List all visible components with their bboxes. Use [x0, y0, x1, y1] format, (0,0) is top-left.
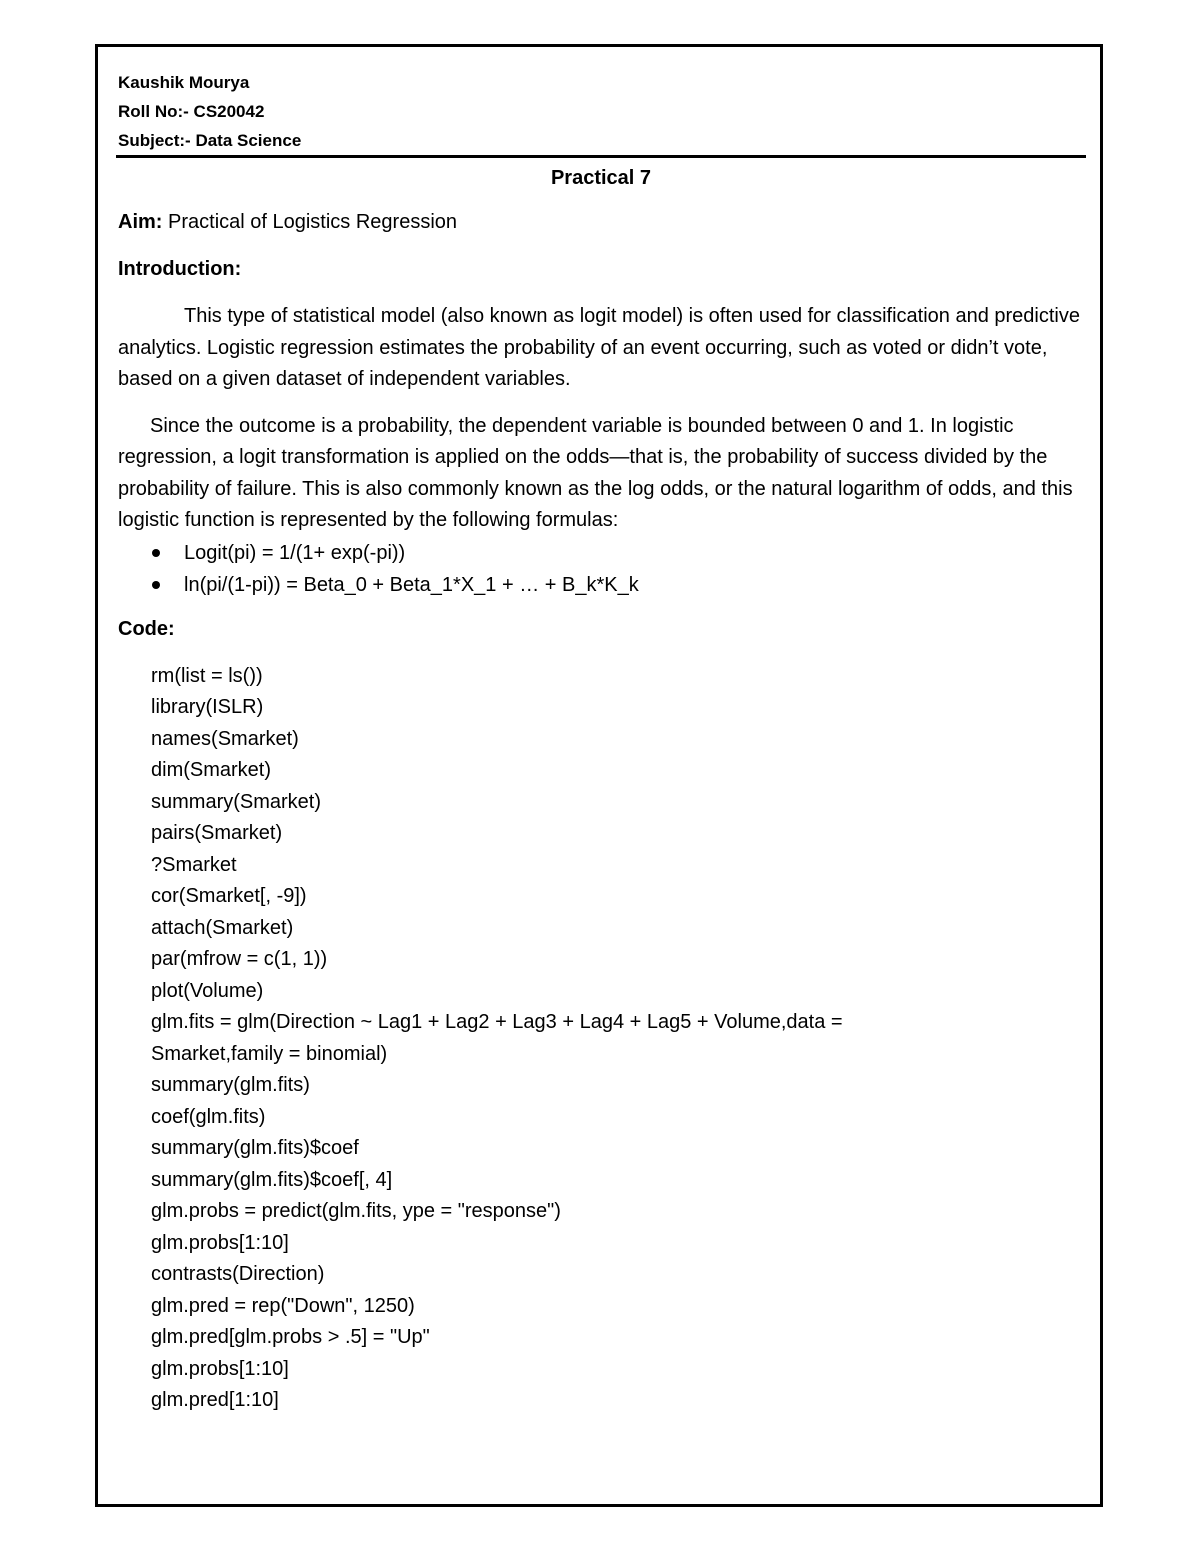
code-line: glm.pred[1:10] — [151, 1389, 279, 1411]
code-line: coef(glm.fits) — [151, 1105, 266, 1128]
bullet-icon — [152, 549, 160, 557]
header-block — [118, 68, 301, 155]
aim-label: Aim: — [118, 211, 163, 233]
code-line: contrasts(Direction) — [151, 1263, 325, 1285]
code-line: glm.fits = glm(Direction ~ Lag1 + Lag2 + Lag3 + Lag4 + Lag5 + Volume,data = — [151, 1011, 843, 1033]
code-line: par(mfrow = c(1, 1)) — [151, 948, 328, 970]
code-line: summary(Smarket) — [151, 790, 322, 813]
formula-text: ln(pi/(1-pi)) = Beta_0 + Beta_1*X_1 + … + B_k*K_k — [184, 573, 639, 596]
code-line: dim(Smarket) — [151, 759, 272, 781]
code-line: glm.probs[1:10] — [151, 1357, 289, 1380]
student-name: Kaushik Mourya — [118, 73, 250, 92]
code-line: cor(Smarket[, -9]) — [151, 885, 307, 907]
code-line: rm(list = ls()) — [151, 664, 263, 687]
code-line: summary(glm.fits) — [151, 1074, 310, 1096]
code-line: library(ISLR) — [151, 696, 264, 718]
code-block — [118, 661, 1080, 1417]
code-line: ?Smarket — [151, 853, 237, 876]
code-line: attach(Smarket) — [151, 916, 294, 939]
bullet-icon — [152, 581, 160, 589]
code-line: Smarket,family = binomial) — [151, 1042, 388, 1065]
code-line: pairs(Smarket) — [151, 822, 283, 844]
code-line: glm.pred = rep("Down", 1250) — [151, 1294, 415, 1317]
formula-item — [118, 537, 1080, 569]
document-body — [118, 208, 1080, 1417]
aim-line — [118, 208, 1080, 236]
code-heading: Code: — [118, 617, 175, 640]
code-line: plot(Volume) — [151, 979, 264, 1002]
code-line: summary(glm.fits)$coef — [151, 1137, 359, 1159]
aim-text: Practical of Logistics Regression — [168, 211, 458, 233]
subject: Subject:- Data Science — [118, 131, 302, 150]
code-line: glm.probs[1:10] — [151, 1231, 289, 1254]
formula-text: Logit(pi) = 1/(1+ exp(-pi)) — [184, 541, 406, 564]
roll-number: Roll No:- CS20042 — [118, 102, 265, 121]
code-line: summary(glm.fits)$coef[, 4] — [151, 1168, 393, 1191]
code-line: glm.probs = predict(glm.fits, ype = "response") — [151, 1200, 561, 1222]
code-line: glm.pred[glm.probs > .5] = "Up" — [151, 1326, 430, 1348]
formula-item — [118, 569, 1080, 601]
intro-paragraph-2: Since the outcome is a probability, the dependent variable is bounded between 0 and 1. In logistic regression, a logit transformation is applied on the odds—that is, the probability of success divided by the probability of failure. This is also commonly known as the log odds, or the natural logarithm of odds, and this logistic function is represented by the following formulas: — [118, 414, 1073, 531]
intro-paragraph-1: This type of statistical model (also known as logit model) is often used for classification and predictive analytics. Logistic regression estimates the probability of an event occurring, such as voted or didn’t vote, based on a given dataset of independent variables. — [118, 305, 1080, 390]
introduction-heading: Introduction: — [118, 258, 242, 280]
formula-list — [118, 537, 1080, 601]
header-divider — [116, 155, 1086, 158]
page-title: Practical 7 — [550, 167, 652, 189]
code-line: names(Smarket) — [151, 727, 299, 750]
